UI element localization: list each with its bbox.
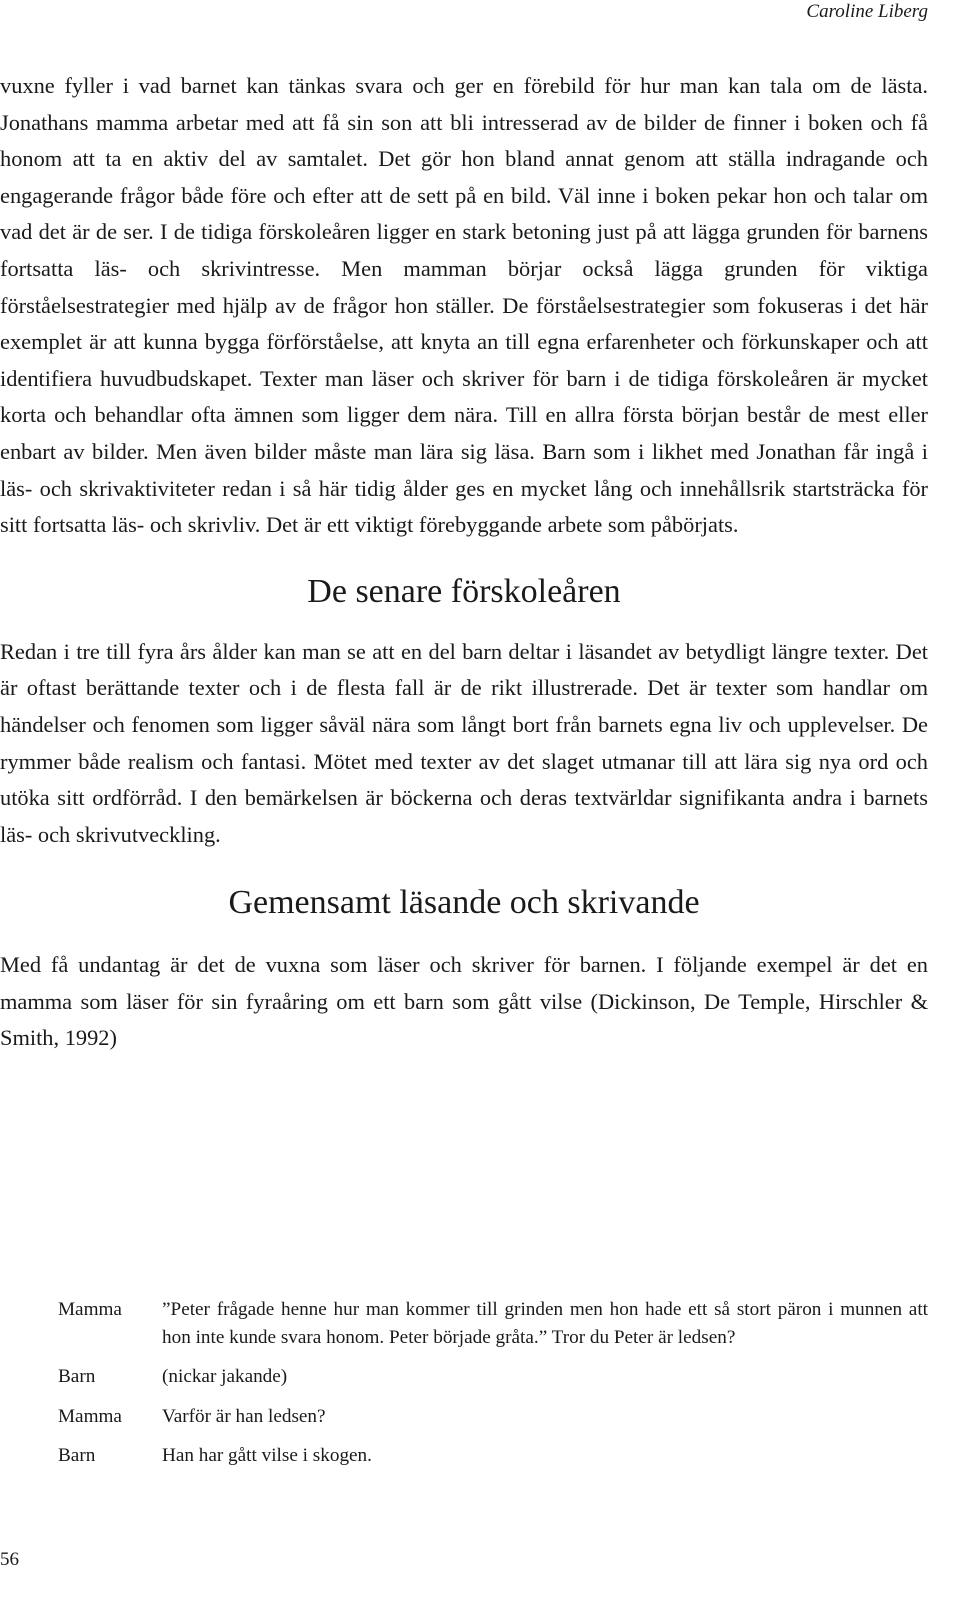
dialogue-speaker: Mamma (58, 1405, 122, 1427)
body-paragraph-3: Med få undantag är det de vuxna som läser och skriver för barnen. I följande exempel är det en mamma som läser för sin fyraåring om ett barn som gått vilse (Dickinson, De Temple, Hirschler & Smith, 1992) (0, 952, 928, 1051)
dialogue-utterance: Han har gått vilse i skogen. (162, 1445, 372, 1466)
dialogue-utterance: ”Peter frågade henne hur man kommer till grinden men hon hade ett så stort päron i munnen att hon inte kunde svara honom. Peter började gråta.” Tror du Peter är ledsen? (162, 1299, 928, 1348)
page-body (0, 68, 928, 1057)
running-header-author: Caroline Liberg (806, 1, 928, 22)
body-paragraph-1: vuxne fyller i vad barnet kan tänkas svara och ger en förebild för hur man kan tala om de lästa. Jonathans mamma arbetar med att få sin son att bli intresserad av de bilder de finner i boken och få honom att ta en aktiv del av samtalet. Det gör hon bland annat genom att ställa indragande och engagerande frågor både före och efter att de sett på en bild. Väl inne i boken pekar hon och talar om vad det är de ser. I de tidiga förskoleåren ligger en stark betoning just på att lägga grunden för barnens fortsatta läs- och skrivintresse. Men mamman börjar också lägga grunden för viktiga förståelsestrategier med hjälp av de frågor hon ställer. De förståelsestrategier som fokuseras i det här exemplet är att kunna bygga förförståelse, att knyta an till egna erfarenheter och förkunskaper och att identifiera huvudbudskapet. Texter man läser och skriver för barn i de tidiga förskoleåren är mycket korta och behandlar ofta ämnen som ligger dem nära. Till en allra första början består de mest eller enbart av bilder. Men även bilder måste man lära sig läsa. Barn som i likhet med Jonathan får ingå i läs- och skrivaktiviteter redan i så här tidig ålder ges en mycket lång och innehållsrik startsträcka för sitt fortsatta läs- och skrivliv. Det är ett viktigt förebyggande arbete som påbörjats. (0, 73, 928, 538)
dialogue-turn (58, 1363, 928, 1391)
dialogue-speaker: Barn (58, 1445, 96, 1466)
dialogue-transcript (58, 1296, 928, 1482)
dialogue-utterance: Varför är han ledsen? (162, 1405, 326, 1427)
dialogue-turn (58, 1403, 928, 1431)
dialogue-turn (58, 1442, 928, 1470)
dialogue-speaker: Barn (58, 1366, 96, 1387)
dialogue-speaker: Mamma (58, 1299, 122, 1320)
body-paragraph-2: Redan i tre till fyra års ålder kan man se att en del barn deltar i läsandet av betydligt längre texter. Det är oftast berättande texter och i de flesta fall är de rikt illustrerade. Det är texter som handlar om händelser och fenomen som ligger såväl nära som långt bort från barnets egna liv och upplevelser. De rymmer både realism och fantasi. Mötet med texter av det slaget utmanar till att lära sig nya ord och utöka sitt ordförråd. I den bemärkelsen är böckerna och deras textvärldar signifikanta andra i barnets läs- och skrivutveckling. (0, 638, 928, 847)
section-heading-shared-reading: Gemensamt läsande och skrivande (228, 884, 700, 922)
dialogue-turn (58, 1296, 928, 1351)
page-number: 56 (0, 1549, 19, 1570)
dialogue-utterance: (nickar jakande) (162, 1366, 288, 1387)
section-heading-later-preschool: De senare förskoleåren (307, 572, 621, 610)
